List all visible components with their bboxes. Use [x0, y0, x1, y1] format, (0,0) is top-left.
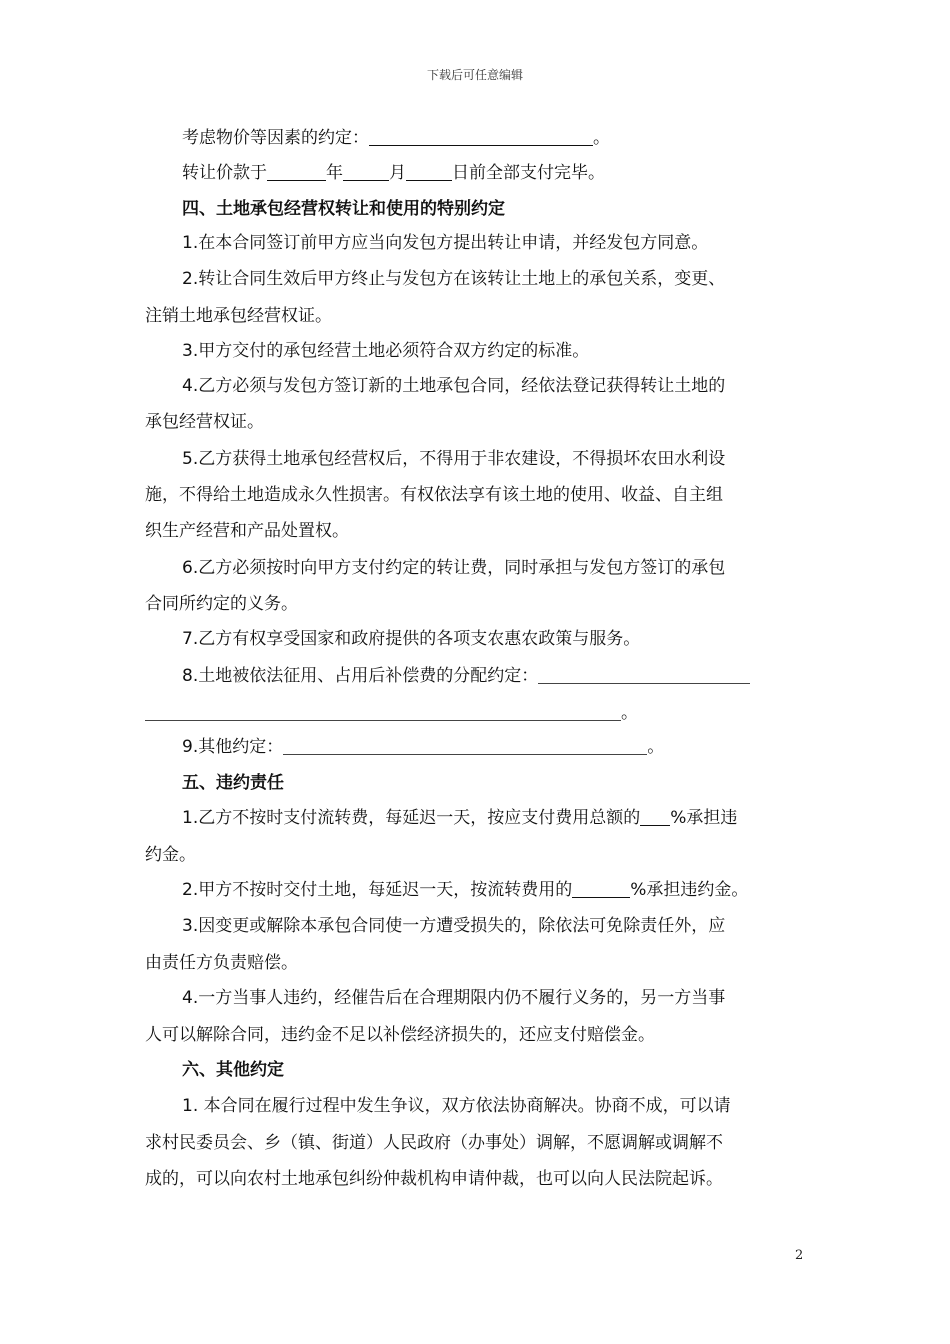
clause-number: 4. — [182, 988, 199, 1008]
section-4-heading: 四、土地承包经营权转让和使用的特别约定 — [182, 199, 505, 219]
clause-text: 乙方获得土地承包经营权后，不得用于非农建设，不得损坏农田水利设 — [198, 449, 726, 469]
clause-5-3-cont: 由责任方负责赔偿。 — [145, 953, 298, 973]
clause-4-3 — [145, 340, 589, 363]
clause-number: 8. — [182, 666, 199, 686]
punct: 。 — [593, 128, 610, 148]
clause-number: 2. — [182, 269, 199, 289]
clause-text: 其他约定： — [198, 737, 284, 757]
clause-text: 乙方必须按时向甲方支付约定的转让费，同时承担与发包方签订的承包 — [198, 558, 726, 578]
clause-4-6-cont: 合同所约定的义务。 — [145, 594, 298, 614]
month-blank[interactable] — [343, 162, 389, 181]
price-factor-blank[interactable] — [369, 127, 593, 146]
clause-number: 7. — [182, 629, 199, 649]
clause-text: 本合同在履行过程中发生争议，双方依法协商解决。协商不成，可以请 — [198, 1096, 731, 1116]
clause-number: 9. — [182, 737, 199, 757]
section-5-heading: 五、违约责任 — [182, 773, 284, 793]
penalty-rate-blank-1[interactable] — [640, 807, 670, 826]
percent-sign: % — [630, 880, 647, 900]
clause-5-3 — [145, 915, 725, 938]
clause-text: 在本合同签订前甲方应当向发包方提出转让申请，并经发包方同意。 — [198, 233, 709, 253]
clause-text: 乙方不按时支付流转费，每延迟一天，按应支付费用总额的 — [198, 808, 641, 828]
clause-4-2 — [145, 268, 725, 291]
clause-text: 承担违 — [686, 808, 738, 828]
day-blank[interactable] — [406, 162, 452, 181]
year-blank[interactable] — [267, 162, 326, 181]
clause-6-1-cont2: 成的，可以向农村土地承包纠纷仲裁机构申请仲裁，也可以向人民法院起诉。 — [145, 1169, 723, 1189]
clause-number: 1. — [182, 808, 199, 828]
price-factor-label: 考虑物价等因素的约定： — [182, 128, 369, 148]
clause-4-6 — [145, 557, 725, 580]
clause-4-5-cont1: 施，不得给土地造成永久性损害。有权依法享有该土地的使用、收益、自主组 — [145, 485, 723, 505]
clause-4-1 — [145, 232, 708, 255]
clause-4-2-cont: 注销土地承包经营权证。 — [145, 306, 332, 326]
clause-5-4 — [145, 987, 725, 1010]
payment-date-label: 转让价款于 — [182, 163, 267, 183]
day-label: 日前全部支付完毕。 — [452, 163, 605, 183]
percent-sign: % — [670, 808, 687, 828]
clause-text: 转让合同生效后甲方终止与发包方在该转让土地上的承包关系，变更、 — [198, 269, 726, 289]
penalty-rate-blank-2[interactable] — [572, 879, 630, 898]
clause-4-8 — [145, 665, 750, 688]
clause-number: 5. — [182, 449, 199, 469]
compensation-blank-2[interactable] — [145, 702, 621, 721]
clause-number: 3. — [182, 916, 199, 936]
other-terms-blank[interactable] — [283, 736, 647, 755]
year-label: 年 — [326, 163, 343, 183]
punct: 。 — [621, 703, 638, 723]
punct: 。 — [647, 737, 665, 757]
payment-date-line — [145, 162, 605, 185]
clause-text: 甲方交付的承包经营土地必须符合双方约定的标准。 — [198, 341, 590, 361]
page-header: 下载后可任意编辑 — [426, 68, 523, 82]
clause-text: 一方当事人违约，经催告后在合理期限内仍不履行义务的，另一方当事 — [198, 988, 726, 1008]
clause-number: 1. — [182, 233, 199, 253]
clause-4-5 — [145, 448, 725, 471]
compensation-blank-1[interactable] — [538, 665, 750, 684]
clause-5-1 — [145, 807, 737, 830]
clause-6-1-cont1: 求村民委员会、乡（镇、街道）人民政府（办事处）调解，不愿调解或调解不 — [145, 1133, 723, 1153]
clause-number: 4. — [182, 376, 199, 396]
clause-text: 甲方不按时交付土地，每延迟一天，按流转费用的 — [198, 880, 573, 900]
clause-5-1-cont: 约金。 — [145, 845, 196, 865]
page-number: 2 — [795, 1248, 804, 1263]
clause-4-5-cont2: 织生产经营和产品处置权。 — [145, 521, 349, 541]
clause-text: 因变更或解除本承包合同使一方遭受损失的，除依法可免除责任外，应 — [198, 916, 726, 936]
clause-text: 乙方必须与发包方签订新的土地承包合同，经依法登记获得转让土地的 — [198, 376, 726, 396]
month-label: 月 — [389, 163, 406, 183]
clause-4-4 — [145, 375, 725, 398]
clause-4-8-cont — [145, 702, 638, 725]
clause-4-9 — [145, 736, 664, 759]
clause-5-2 — [145, 879, 748, 902]
clause-text: 乙方有权享受国家和政府提供的各项支农惠农政策与服务。 — [198, 629, 641, 649]
section-6-heading: 六、其他约定 — [182, 1060, 284, 1080]
price-factor-line — [145, 127, 610, 150]
clause-4-7 — [145, 628, 640, 651]
clause-number: 1. — [182, 1096, 199, 1116]
clause-number: 3. — [182, 341, 199, 361]
clause-number: 2. — [182, 880, 199, 900]
clause-number: 6. — [182, 558, 199, 578]
clause-5-4-cont: 人可以解除合同，违约金不足以补偿经济损失的，还应支付赔偿金。 — [145, 1025, 655, 1045]
clause-text: 土地被依法征用、占用后补偿费的分配约定： — [198, 666, 539, 686]
clause-4-4-cont: 承包经营权证。 — [145, 412, 264, 432]
clause-6-1 — [145, 1095, 731, 1118]
clause-text: 承担违约金。 — [646, 880, 749, 900]
